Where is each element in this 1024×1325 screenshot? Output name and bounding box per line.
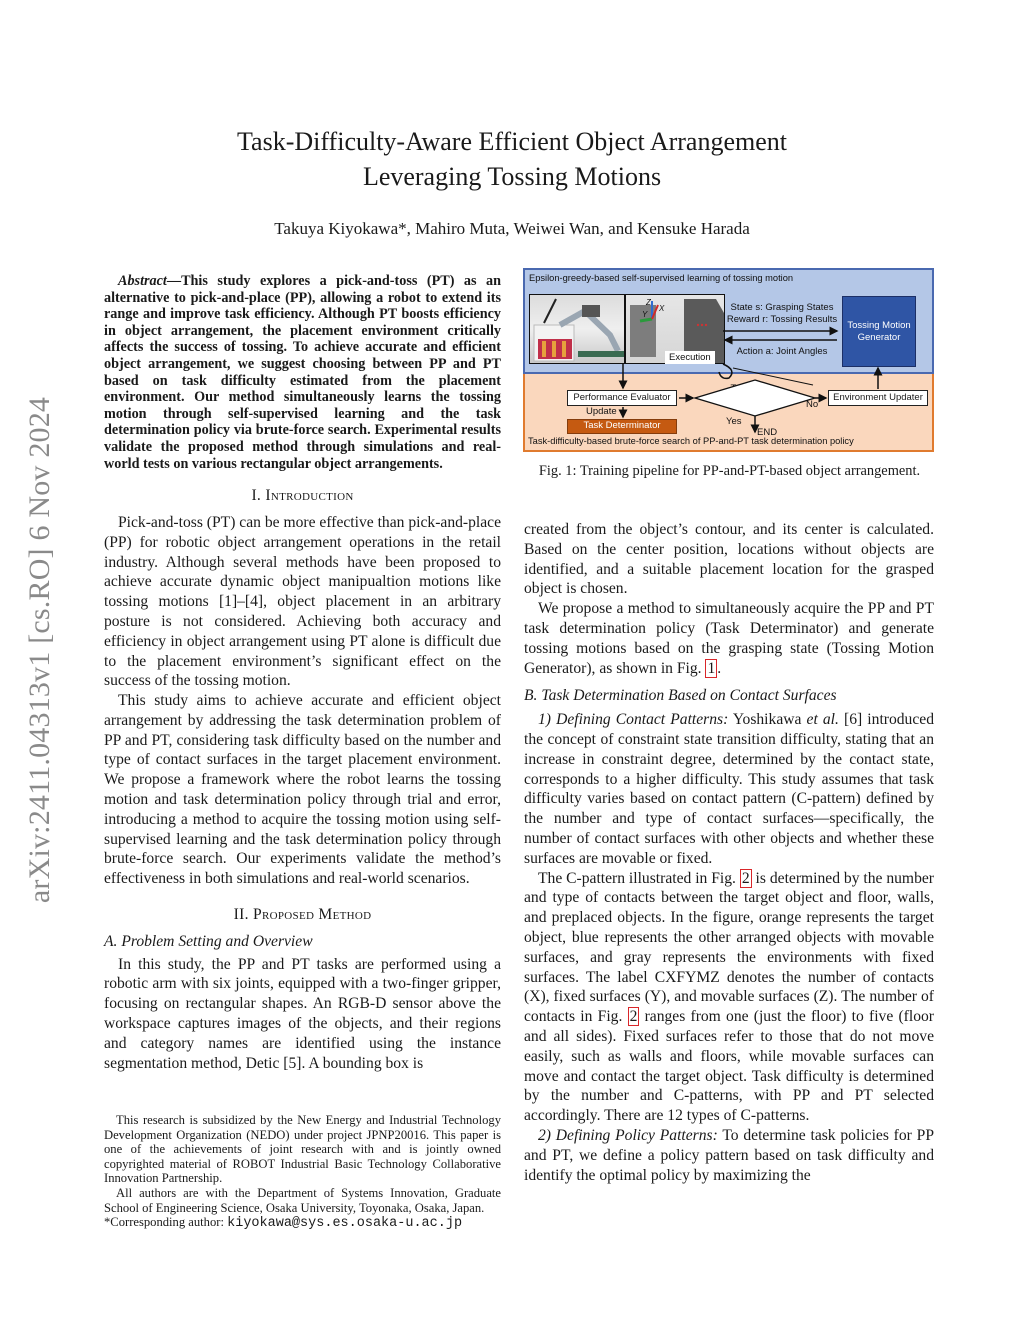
performance-evaluator-box: Performance Evaluator	[567, 390, 677, 406]
footnote-corresponding	[104, 1215, 501, 1232]
section-heading-introduction: I. Introduction	[251, 487, 354, 505]
environment-updater-box: Environment Updater	[828, 390, 928, 406]
svg-text:Y: Y	[642, 310, 648, 319]
b2-text-3: ranges from one (just the floor) to five (floor and all sides). Fixed surfaces refer to those that do not move easily, such as walls and floors, while movable surfaces can move and contact the target object. Task difficulty is determined by the number and C-patterns, with PP and PT selected accordingly. There are 12 types of C-patterns.	[524, 1008, 934, 1125]
search-panel-label: Task-difficulty-based brute-force search of PP-and-PT task determination policy	[528, 436, 854, 446]
abstract-dash: —	[166, 273, 182, 289]
right-column	[524, 520, 934, 1185]
title-line-1: Task-Difficulty-Aware Efficient Object Arrangement	[236, 127, 787, 156]
paper-title	[0, 124, 1024, 194]
reward-label: Reward r: Tossing Results	[726, 314, 838, 325]
b1-name: Yoshikawa	[728, 711, 807, 729]
method-paragraph-a1: In this study, the PP and PT tasks are performed using a robotic arm with six joints, equipped with a two-finger gripper, focusing on rectangular shapes. An RGB-D sensor above the workspace captures images of the objects, and their regions and category names are identified using the instance segmentation method, Detic [5]. A bounding box is	[104, 955, 501, 1072]
method-paragraph-b3	[524, 1126, 934, 1185]
b1-etal: et al.	[806, 711, 839, 729]
execution-label: Execution	[665, 351, 715, 364]
figure-1-reference-link[interactable]: 1	[707, 659, 716, 677]
method-paragraph-b1	[524, 710, 934, 868]
figure-1-training-pipeline	[523, 268, 934, 452]
method-paragraph-b2	[524, 869, 934, 1126]
footnote-affiliation: All authors are with the Department of Systems Innovation, Graduate School of Engineering Science, Osaka University, Toyonaka, Osaka, Japan.	[104, 1185, 501, 1215]
state-label: State s: Grasping States	[730, 302, 834, 313]
footnote-funding: This research is subsidized by the New Energy and Industrial Technology Development Organization (NEDO) under project JPNP20016. This paper is one of the achievements of joint research with and is jointly owned copyrighted material of ROBOT Industrial Basic Technology Collaborative Innovation Partnership.	[104, 1113, 501, 1186]
author-list: Takuya Kiyokawa*, Mahiro Muta, Weiwei Wan, and Kensuke Harada	[274, 219, 750, 238]
end-label: END	[757, 427, 778, 438]
corresponding-label: *Corresponding author:	[104, 1215, 228, 1230]
figure-arrows	[523, 268, 934, 452]
subsection-b-heading: B. Task Determination Based on Contact Surfaces	[524, 687, 837, 705]
b2-text-2: is determined by the number and type of contacts between the target object and floor, walls, and preplaced objects. In the figure, orange represents the target object, blue represents the other arranged objects with movable surfaces, and gray represents the environments with fixed surfaces. The label CXFYMZ denotes the number of contacts (X), fixed surfaces (Y), and movable surfaces (Z). The number of contacts in Fig.	[524, 869, 934, 1026]
b1-lead: 1) Defining Contact Patterns:	[538, 711, 729, 729]
abstract	[104, 273, 501, 472]
footnotes	[104, 1113, 501, 1232]
section-heading-proposed-method: II. Proposed Method	[233, 906, 372, 924]
task-determinator-box: Task Determinator	[567, 419, 677, 434]
method-paragraph-a1-continued: created from the object’s contour, and its center is calculated. Based on the center position, locations without objects are identified, and a suitable placement location for the grasped object is chosen.	[524, 521, 934, 598]
figure-1-caption: Fig. 1: Training pipeline for PP-and-PT-based object arrangement.	[538, 463, 921, 479]
learning-panel-label: Epsilon-greedy-based self-supervised learning of tossing motion	[529, 273, 794, 283]
b2-text-1: The C-pattern illustrated in Fig.	[538, 869, 740, 887]
left-column	[104, 273, 501, 1073]
abstract-lead: Abstract	[118, 273, 167, 289]
subsection-a-heading: A. Problem Setting and Overview	[104, 932, 313, 950]
a2-period: .	[717, 659, 722, 677]
intro-paragraph-2: This study aims to achieve accurate and efficient object arrangement by addressing the task determination problem of PP and PT, considering task difficulty based on the number and type of contact surfaces in the target placement environment. We propose a framework where the robot learns the tossing motion and task determination policy through trial and error, introducing a method to acquire the tossing motion using self-supervised learning and the task determination policy through brute-force search. Our experiments validate the method’s effectiveness in both simulations and real-world scenarios.	[104, 692, 501, 888]
update-label: Update	[586, 406, 617, 417]
tossing-motion-generator-box: Tossing Motion Generator	[842, 296, 916, 367]
corresponding-email-link[interactable]: kiyokawa@sys.es.osaka-u.ac.jp	[227, 1216, 463, 1232]
a2-text: We propose a method to simultaneously acquire the PP and PT task determination policy (Task Determinator) and generate tossing motions based on the grasping state (Tossing Motion Generator), as shown in Fig.	[524, 600, 934, 677]
yes-label: Yes	[726, 416, 742, 427]
svg-text:X: X	[659, 304, 665, 313]
no-label: No	[806, 399, 819, 410]
figure-2-reference-link-2[interactable]: 2	[629, 1008, 638, 1026]
b3-lead: 2) Defining Policy Patterns:	[538, 1126, 718, 1144]
action-label: Action a: Joint Angles	[736, 346, 828, 357]
title-line-2: Leveraging Tossing Motions	[362, 162, 662, 191]
intro-paragraph-1: Pick-and-toss (PT) can be more effective than pick-and-place (PP) for robotic object arrangement operations in the retail industry. Although several methods have been proposed to achieve accurate dynamic object manipualtion motions like tossing motions [1]–[4], object placement in an arbitrary posture is not considered. Achieving both accuracy and efficiency in object arrangement using PT alone is difficult due to the placement environment’s significant effect on the success of the tossing motion.	[104, 513, 501, 690]
b1-text: [6] introduced the concept of constraint state transition difficulty, stating that an increase in constraint degree, determined by the contact state, corresponds to a higher difficulty. This study assumes that task difficulty varies based on contact pattern (C-pattern) defined by the number and type of contact surfaces—specifically, the number of contact surfaces with other objects and whether these surfaces are movable or fixed.	[524, 711, 934, 867]
figure-2-reference-link[interactable]: 2	[741, 869, 750, 887]
svg-text:Z: Z	[646, 298, 651, 307]
abstract-text: This study explores a pick-and-toss (PT) as an alternative to pick-and-place (PP), allowing a robot to extend its range and improve task efficiency. Although PT boosts efficiency in object arrangement, the placement environment critically affects the success of tossing. To achieve accurate and efficient object arrangement, we suggest choosing between PP and PT based on task difficulty estimated from the placement environment. Our method simultaneously learns the tossing motion through self-supervised learning and the task determination policy via brute-force search. Experimental results validate the proposed method through simulations and real-world tests on various rectangular object arrangements.	[104, 273, 501, 472]
arxiv-identifier-stamp	[10, 350, 70, 950]
method-paragraph-a2	[524, 599, 934, 678]
arxiv-identifier-text: arXiv:2411.04313v1 [cs.RO] 6 Nov 2024	[23, 396, 56, 904]
b3-text: To determine task policies for PP and PT, we define a policy pattern based on task difficulty and identify the optimal policy by maximizing the	[524, 1126, 935, 1184]
